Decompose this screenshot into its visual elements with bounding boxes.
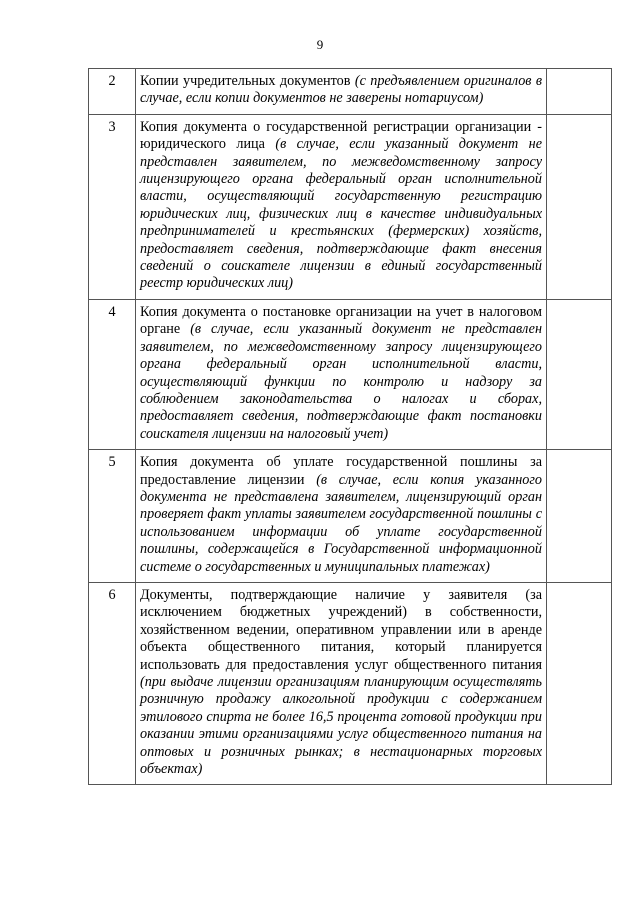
document-description — [136, 582, 547, 784]
row-number: 6 — [89, 582, 136, 784]
document-note: (в случае, если копия указанного документа не представлена заявителем, лицензирующий орган проверяет факт уплаты заявителем государственной пошлины с использованием информации об уплате государственной пошлины, содержащейся в Государственной информационной системе о государственных и муниципальных платежах) — [140, 471, 542, 575]
empty-cell — [547, 114, 612, 299]
empty-cell — [547, 582, 612, 784]
table-row — [89, 69, 612, 115]
row-number: 3 — [89, 114, 136, 299]
document-title: Копия документа о постановке организации на учет в налоговом органе — [140, 303, 542, 338]
document-title: Документы, подтверждающие наличие у заявителя (за исключением бюджетных учреждений) в собственности, хозяйственном ведении, оперативном управлении или в аренде объекта общественного питания, который планируется использовать для предоставления услуг общественного питания — [140, 586, 542, 673]
empty-cell — [547, 69, 612, 115]
table-row — [89, 114, 612, 299]
row-number: 4 — [89, 299, 136, 449]
document-title: Копия документа об уплате государственной пошлины за предоставление лицензии — [140, 454, 542, 488]
document-note: (в случае, если указанный документ не представлен заявителем, по межведомственному запросу лицензирующего органа федеральный орган исполнительной власти, осуществляющий функции по контролю и надзору за соблюдением законодательства о налогах и сборах, предоставляет сведения, подтверждающие факт постановки соискателя лицензии на налоговый учет) — [140, 321, 542, 442]
table-row — [89, 299, 612, 449]
document-title: Копия документа о государственной регистрации организации - юридического лица — [140, 118, 542, 153]
document-description — [136, 114, 547, 299]
empty-cell — [547, 450, 612, 583]
document-note: (с предъявлением оригиналов в случае, если копии документов не заверены нотариусом) — [140, 73, 542, 107]
table-row — [89, 450, 612, 583]
row-number: 5 — [89, 450, 136, 583]
document-note: (в случае, если указанный документ не представлен заявителем, по межведомственному запросу лицензирующего органа федеральный орган исполнительной власти, осуществляющий государственную регистрацию юридических лиц, физических лиц в качестве индивидуальных предпринимателей и крестьянских (фермерских) хозяйств, предоставляет сведения, подтверждающие факт внесения сведений о соискателе лицензии в единый государственный реестр юридических лиц) — [140, 136, 543, 292]
document-description — [136, 450, 547, 583]
empty-cell — [547, 299, 612, 449]
document-description — [136, 299, 547, 449]
document-title: Копии учредительных документов — [140, 73, 351, 89]
document-note: (при выдаче лицензии организациям планирующим осуществлять розничную продажу алкогольной продукции с содержанием этилового спирта не более 16,5 процента готовой продукции при оказании этими организациями услуг общественного питания на оптовых и розничных рынках; в нестационарных торговых объектах) — [140, 674, 542, 778]
document-description — [136, 69, 547, 115]
page-number: 9 — [316, 37, 324, 52]
row-number: 2 — [89, 69, 136, 115]
documents-table — [88, 68, 612, 785]
table-row — [89, 582, 612, 784]
